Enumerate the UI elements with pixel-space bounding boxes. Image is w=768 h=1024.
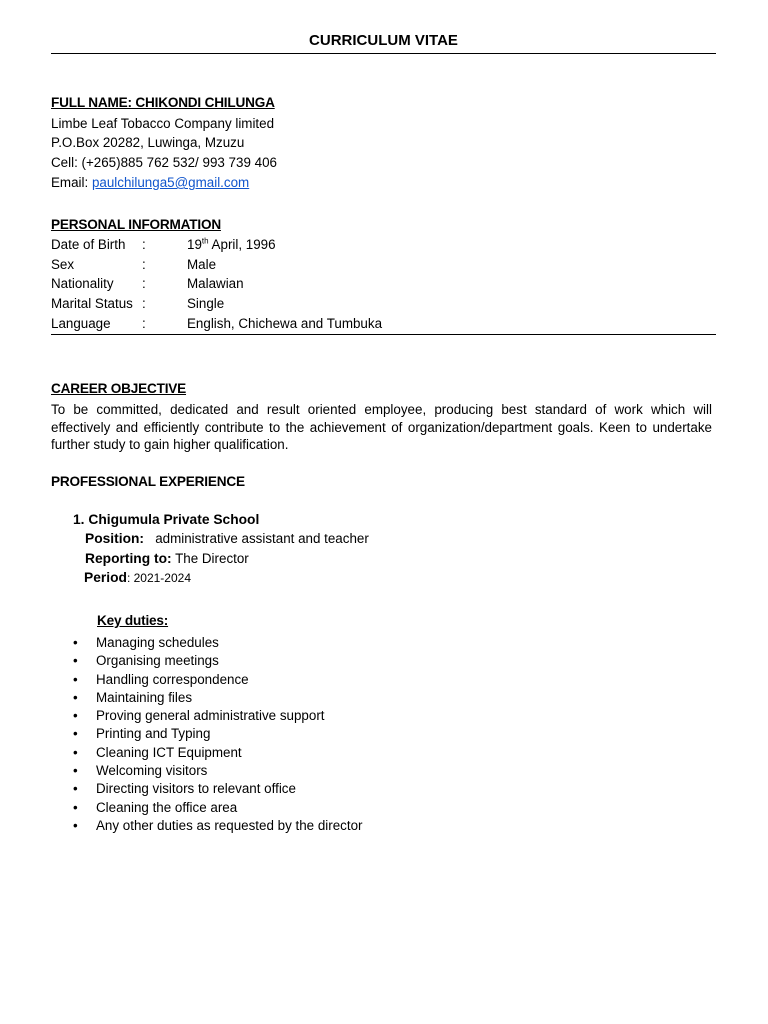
period-value: : 2021-2024 xyxy=(126,571,191,585)
document-title: CURRICULUM VITAE xyxy=(309,32,458,49)
email-label: Email: xyxy=(51,175,92,190)
title-rule xyxy=(51,53,716,54)
list-item xyxy=(51,689,362,707)
reporting-label: Reporting to: xyxy=(85,551,172,566)
bullet-icon: • xyxy=(73,817,78,833)
duty-text: Printing and Typing xyxy=(96,726,211,742)
info-label: Language xyxy=(51,315,111,331)
full-name-heading: FULL NAME: CHIKONDI CHILUNGA xyxy=(51,95,275,110)
info-row xyxy=(51,314,382,334)
bullet-icon: • xyxy=(73,635,78,650)
position-label: Position: xyxy=(85,531,145,546)
email-line xyxy=(51,173,249,193)
employer-line: Limbe Leaf Tobacco Company limited xyxy=(51,116,275,131)
bullet-icon: • xyxy=(73,799,78,815)
duty-text: Directing visitors to relevant office xyxy=(96,781,296,797)
duty-text: Cleaning the office area xyxy=(96,799,238,815)
bullet-icon: • xyxy=(73,763,78,779)
list-item xyxy=(51,817,362,835)
address-line: P.O.Box 20282, Luwinga, Mzuzu xyxy=(51,135,245,150)
job-employer: Chigumula Private School xyxy=(88,512,260,527)
cell-line: Cell: (+265)885 762 532/ 993 739 406 xyxy=(51,155,277,170)
bullet-icon: • xyxy=(73,653,78,669)
duty-text: Any other duties as requested by the director xyxy=(96,817,363,833)
duties-list xyxy=(51,634,362,835)
duty-text: Managing schedules xyxy=(96,635,219,650)
list-item xyxy=(51,780,362,798)
key-duties-heading: Key duties: xyxy=(97,613,169,628)
reporting-value: The Director xyxy=(175,551,249,566)
info-label: Nationality xyxy=(51,276,114,292)
info-label: Marital Status xyxy=(51,296,133,312)
list-item xyxy=(51,744,362,762)
list-item xyxy=(51,725,362,743)
dob-month-year: April, 1996 xyxy=(208,237,276,252)
info-separator: : xyxy=(142,256,146,272)
info-row xyxy=(51,274,382,294)
list-item xyxy=(51,707,362,725)
list-item xyxy=(51,799,362,817)
list-item xyxy=(51,671,362,689)
duty-text: Cleaning ICT Equipment xyxy=(96,744,242,760)
info-row xyxy=(51,235,382,255)
career-objective-heading: CAREER OBJECTIVE xyxy=(51,381,187,396)
section-rule xyxy=(51,334,716,335)
bullet-icon: • xyxy=(73,744,78,760)
list-item xyxy=(51,634,362,652)
info-separator: : xyxy=(142,315,146,331)
job-position xyxy=(85,531,369,546)
info-value xyxy=(187,235,382,255)
job-number: 1. xyxy=(73,512,85,527)
job-reporting xyxy=(85,551,249,566)
info-separator: : xyxy=(142,296,146,312)
duty-text: Maintaining files xyxy=(96,689,193,705)
email-link[interactable]: paulchilunga5@gmail.com xyxy=(91,175,250,190)
info-separator: : xyxy=(142,276,146,292)
professional-experience-heading: PROFESSIONAL EXPERIENCE xyxy=(51,474,245,489)
period-label: Period xyxy=(84,570,127,585)
dob-day: 19 xyxy=(187,237,202,252)
dob-ordinal: th xyxy=(201,236,209,246)
info-value: English, Chichewa and Tumbuka xyxy=(187,315,383,331)
info-value: Single xyxy=(187,296,225,312)
info-separator: : xyxy=(142,237,146,252)
job-period xyxy=(84,570,191,585)
duty-text: Proving general administrative support xyxy=(96,708,325,724)
info-row xyxy=(51,255,382,275)
info-label: Date of Birth xyxy=(51,237,126,252)
job-title xyxy=(73,512,259,527)
bullet-icon: • xyxy=(73,671,78,687)
info-row xyxy=(51,294,382,314)
duty-text: Handling correspondence xyxy=(96,671,249,687)
list-item xyxy=(51,762,362,780)
career-objective-text: To be committed, dedicated and result oriented employee, producing best standard of work which will effectively and efficiently contribute to the achievement of organization/department goals. Keen to undertake further study to gain higher qualification. xyxy=(51,402,712,452)
position-value: administrative assistant and teacher xyxy=(155,531,369,546)
bullet-icon: • xyxy=(73,781,78,797)
list-item xyxy=(51,652,362,670)
bullet-icon: • xyxy=(73,726,78,742)
personal-info-heading: PERSONAL INFORMATION xyxy=(51,217,221,232)
duty-text: Welcoming visitors xyxy=(96,763,208,779)
bullet-icon: • xyxy=(73,708,78,724)
info-label: Sex xyxy=(51,256,75,272)
info-value: Male xyxy=(187,256,217,272)
duty-text: Organising meetings xyxy=(96,653,219,669)
info-value: Malawian xyxy=(187,276,244,292)
personal-info-table xyxy=(51,235,382,334)
bullet-icon: • xyxy=(73,689,78,705)
